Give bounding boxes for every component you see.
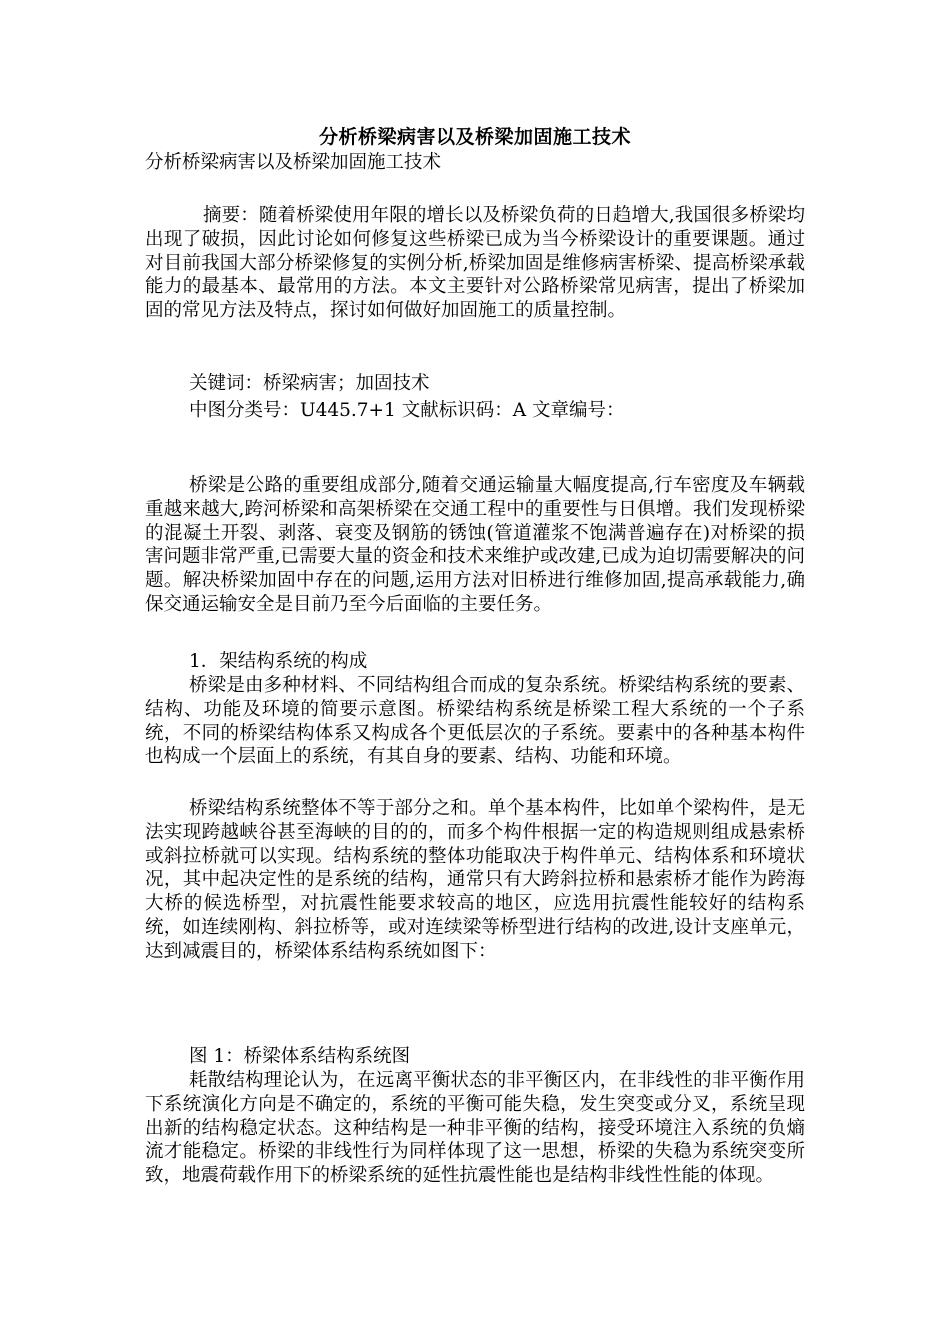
document-subtitle: 分析桥梁病害以及桥梁加固施工技术 [145, 152, 442, 173]
section1-paragraph-2 [145, 797, 805, 964]
figure-caption: 图 1：桥梁体系结构系统图 [189, 1046, 411, 1067]
section-heading: 1．架结构系统的构成 [189, 651, 368, 672]
section1-paragraph-1 [145, 674, 805, 769]
section1-paragraph-2-text: 桥梁结构系统整体不等于部分之和。单个基本构件，比如单个梁构件，是无法实现跨越峡谷甚至海峡的目的的，而多个构件根据一定的构造规则组成悬索桥或斜拉桥就可以实现。结构系统的整体功能取决于构件单元、结构体系和环境状况，其中起决定性的是系统的结构，通常只有大跨斜拉桥和悬索桥才能作为跨海大桥的候选桥型，对抗震性能要求较高的地区，应选用抗震性能较好的结构系统，如连续刚构、斜拉桥等，或对连续梁等桥型进行结构的改进,设计支座单元，达到减震目的，桥梁体系结构系统如图下： [145, 798, 805, 962]
abstract-text: 摘要：随着桥梁使用年限的增长以及桥梁负荷的日趋增大,我国很多桥梁均出现了破损，因此讨论如何修复这些桥梁已成为当今桥梁设计的重要课题。通过对目前我国大部分桥梁修复的实例分析,桥梁加固是维修病害桥梁、提高桥梁承载能力的最基本、最常用的方法。本文主要针对公路桥梁常见病害，提出了桥梁加固的常见方法及特点，探讨如何做好加固施工的质量控制。 [145, 205, 805, 322]
classification-line: 中图分类号：U445.7+1 文献标识码：A 文章编号： [189, 400, 625, 421]
section1-paragraph-3 [145, 1069, 805, 1188]
section1-paragraph-1-text: 桥梁是由多种材料、不同结构组合而成的复杂系统。桥梁结构系统的要素、结构、功能及环境的简要示意图。桥梁结构系统是桥梁工程大系统的一个子系统，不同的桥梁结构体系又构成各个更低层次的子系统。要素中的各种基本构件也构成一个层面上的系统，有其自身的要素、结构、功能和环境。 [145, 675, 805, 768]
intro-paragraph [145, 474, 805, 617]
section1-paragraph-3-text: 耗散结构理论认为，在远离平衡状态的非平衡区内，在非线性的非平衡作用下系统演化方向是不确定的，系统的平衡可能失稳，发生突变或分叉，系统呈现出新的结构稳定状态。这种结构是一种非平衡的结构，接受环境注入系统的负熵流才能稳定。桥梁的非线性行为同样体现了这一思想，桥梁的失稳为系统突变所致，地震荷载作用下的桥梁系统的延性抗震性能也是结构非线性性能的体现。 [145, 1070, 805, 1187]
intro-text: 桥梁是公路的重要组成部分,随着交通运输量大幅度提高,行车密度及车辆载重越来越大,跨河桥梁和高架桥梁在交通工程中的重要性与日俱增。我们发现桥梁的混凝土开裂、剥落、衰变及钢筋的锈蚀(管道灌浆不饱满普遍存在)对桥梁的损害问题非常严重,已需要大量的资金和技术来维护或改建,已成为迫切需要解决的问题。解决桥梁加固中存在的问题,运用方法对旧桥进行维修加固,提高承载能力,确保交通运输安全是目前乃至今后面临的主要任务。 [145, 475, 805, 615]
abstract-paragraph [145, 204, 805, 323]
document-title: 分析桥梁病害以及桥梁加固施工技术 [318, 126, 631, 148]
keywords-line: 关键词：桥梁病害；加固技术 [189, 373, 430, 394]
